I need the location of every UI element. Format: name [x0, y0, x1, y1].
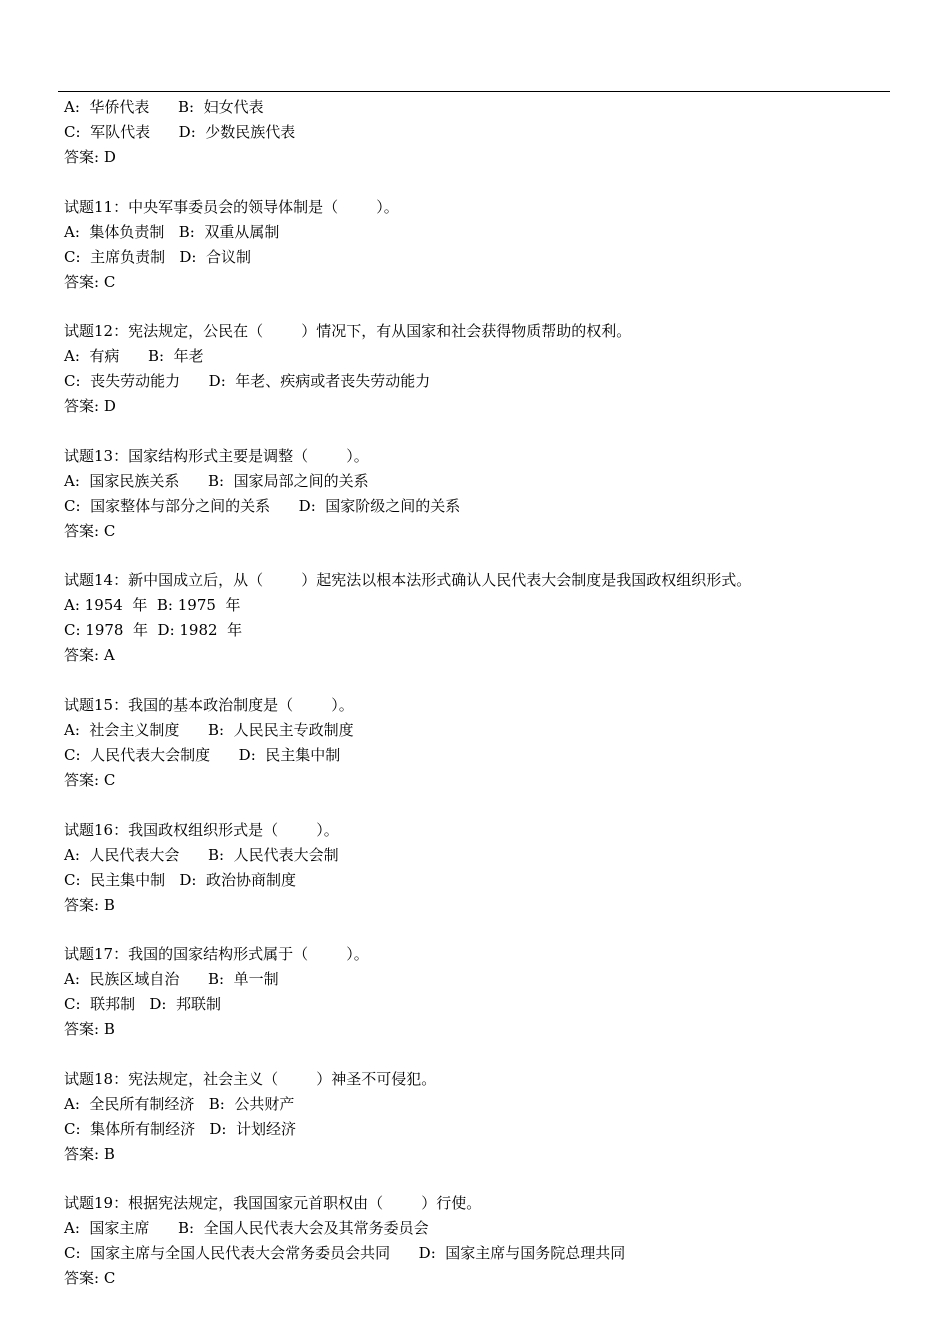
question-title: 试题12：宪法规定，公民在（ ）情况下，有从国家和社会获得物质帮助的权利。 — [64, 322, 632, 341]
question-block-17 — [64, 942, 894, 1042]
option-line-ab: A: 集体负责制 B: 双重从属制 — [64, 222, 280, 241]
question-block-14 — [64, 568, 894, 668]
question-title: 试题16：我国政权组织形式是（ ）。 — [64, 820, 339, 839]
question-block-11 — [64, 195, 894, 295]
option-line-ab: A: 人民代表大会 B: 人民代表大会制 — [64, 845, 339, 864]
document-body — [64, 95, 894, 1291]
question-title: 试题18：宪法规定，社会主义（ ）神圣不可侵犯。 — [64, 1069, 437, 1088]
question-block-16 — [64, 818, 894, 918]
question-block-19 — [64, 1191, 894, 1291]
question-title: 试题17：我国的国家结构形式属于（ ）。 — [64, 945, 369, 964]
option-line-cd: C: 军队代表 D: 少数民族代表 — [64, 123, 296, 141]
question-title: 试题14：新中国成立后，从（ ）起宪法以根本法形式确认人民代表大会制度是我国政权组织形式。 — [64, 571, 752, 590]
question-block-18 — [64, 1067, 894, 1167]
option-line-ab: A: 民族区域自治 B: 单一制 — [64, 970, 279, 989]
option-line-ab: A: 华侨代表 B: 妇女代表 — [64, 98, 264, 116]
answer-line: 答案: D — [64, 397, 116, 416]
option-line-cd: C: 主席负责制 D: 合议制 — [64, 247, 251, 266]
answer-line: 答案: D — [64, 148, 116, 166]
header-rule — [58, 91, 890, 92]
option-line-ab: A: 社会主义制度 B: 人民民主专政制度 — [64, 720, 354, 739]
question-block-13 — [64, 444, 894, 544]
option-line-cd: C: 国家整体与部分之间的关系 D: 国家阶级之间的关系 — [64, 496, 461, 515]
answer-line: 答案: B — [64, 1020, 115, 1039]
option-line-ab: A: 国家主席 B: 全国人民代表大会及其常务委员会 — [64, 1219, 429, 1238]
option-line-cd: C: 民主集中制 D: 政治协商制度 — [64, 870, 296, 889]
option-line-ab: A: 全民所有制经济 B: 公共财产 — [64, 1094, 295, 1113]
answer-line: 答案: B — [64, 1144, 115, 1163]
answer-line: 答案: C — [64, 272, 116, 291]
question-title: 试题11：中央军事委员会的领导体制是（ ）。 — [64, 197, 399, 216]
option-line-ab: A: 国家民族关系 B: 国家局部之间的关系 — [64, 471, 369, 490]
answer-line: 答案: C — [64, 770, 116, 789]
question-title: 试题15：我国的基本政治制度是（ ）。 — [64, 695, 354, 714]
option-line-cd: C: 丧失劳动能力 D: 年老、疾病或者丧失劳动能力 — [64, 372, 431, 391]
question-block-15 — [64, 693, 894, 793]
question-block-carryover — [64, 95, 894, 170]
question-title: 试题19：根据宪法规定，我国国家元首职权由（ ）行使。 — [64, 1194, 482, 1213]
option-line-cd: C: 国家主席与全国人民代表大会常务委员会共同 D: 国家主席与国务院总理共同 — [64, 1244, 626, 1263]
answer-line: 答案: B — [64, 895, 115, 914]
option-line-ab: A: 1954 年 B: 1975 年 — [64, 596, 241, 615]
option-line-cd: C: 1978 年 D: 1982 年 — [64, 621, 243, 640]
question-title: 试题13：国家结构形式主要是调整（ ）。 — [64, 446, 369, 465]
question-block-12 — [64, 319, 894, 419]
option-line-cd: C: 人民代表大会制度 D: 民主集中制 — [64, 745, 341, 764]
option-line-cd: C: 联邦制 D: 邦联制 — [64, 995, 221, 1014]
option-line-ab: A: 有病 B: 年老 — [64, 347, 204, 366]
answer-line: 答案: C — [64, 1269, 116, 1288]
answer-line: 答案: C — [64, 521, 116, 540]
option-line-cd: C: 集体所有制经济 D: 计划经济 — [64, 1119, 296, 1138]
answer-line: 答案: A — [64, 646, 115, 665]
